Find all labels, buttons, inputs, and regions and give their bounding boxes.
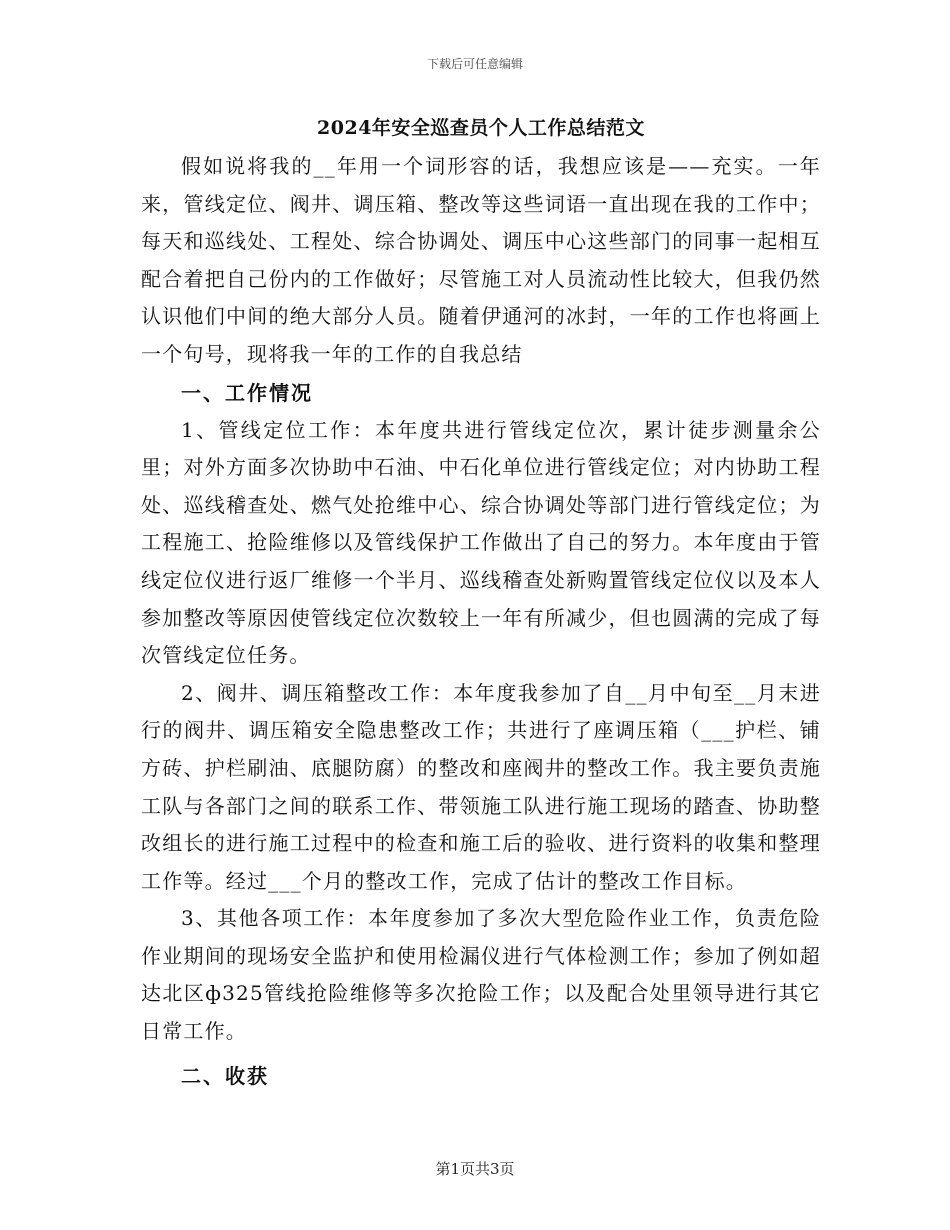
paragraph-other-work: 3、其他各项工作：本年度参加了多次大型危险作业工作，负责危险作业期间的现场安全监护和使用检漏仪进行气体检测工作；参加了例如超达北区ф325管线抢险维修等多次抢险工作；以及配合处里领导进行其它日常工作。 xyxy=(141,906,821,1044)
page-header-note: 下载后可任意编辑 xyxy=(426,57,523,71)
paragraph-valve-rectification: 2、阀井、调压箱整改工作：本年度我参加了自__月中旬至__月末进行的阀井、调压箱安全隐患整改工作；共进行了座调压箱（___护栏、铺方砖、护栏刷油、底腿防腐）的整改和座阀井的整改工作。我主要负责施工队与各部门之间的联系工作、带领施工队进行施工现场的踏查、协助整改组长的进行施工过程中的检查和施工后的验收、进行资料的收集和整理工作等。经过___个月的整改工作，完成了估计的整改工作目标。 xyxy=(141,680,821,893)
intro-paragraph: 假如说将我的__年用一个词形容的话，我想应该是——充实。一年来，管线定位、阀井、调压箱、整改等这些词语一直出现在我的工作中；每天和巡线处、工程处、综合协调处、调压中心这些部门的同事一起相互配合着把自己份内的工作做好；尽管施工对人员流动性比较大，但我仍然认识他们中间的绝大部分人员。随着伊通河的冰封，一年的工作也将画上一个句号，现将我一年的工作的自我总结 xyxy=(141,154,821,366)
document-body xyxy=(141,110,821,1095)
section-heading-gains: 二、收获 xyxy=(181,1063,269,1088)
page-number: 第1页共3页 xyxy=(435,1160,515,1178)
paragraph-pipeline-locating: 1、管线定位工作：本年度共进行管线定位次，累计徒步测量余公里；对外方面多次协助中石油、中石化单位进行管线定位；对内协助工程处、巡线稽查处、燃气处抢维中心、综合协调处等部门进行管线定位；为工程施工、抢险维修以及管线保护工作做出了自己的努力。本年度由于管线定位仪进行返厂维修一个半月、巡线稽查处新购置管线定位仪以及本人参加整改等原因使管线定位次数较上一年有所减少，但也圆满的完成了每次管线定位任务。 xyxy=(141,417,821,668)
document-title: 2024年安全巡查员个人工作总结范文 xyxy=(317,117,645,139)
section-heading-work-status: 一、工作情况 xyxy=(181,380,313,405)
